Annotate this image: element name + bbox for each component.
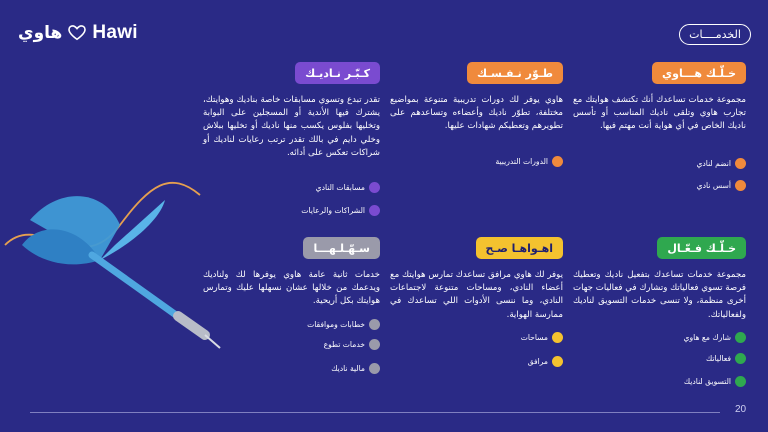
service-item-label: خطابات وموافقات <box>307 320 365 329</box>
service-card-description: مجموعة خدمات تساعدك أنك تكتشف هوايتك مع تجارب هاوي وتلقى ناديك المناسب أو تأسس ناديك الخاص في أي هواية أنت مهتم فيها. <box>573 95 746 132</box>
orange-bullet-icon <box>552 156 563 167</box>
services-title-pill <box>679 24 751 45</box>
yellow-bullet-icon <box>552 356 563 367</box>
service-card-tag: خـلّـك فـعّـال <box>657 237 746 259</box>
service-card-be-active <box>573 237 746 392</box>
green-bullet-icon <box>735 376 746 387</box>
service-item[interactable] <box>307 319 380 330</box>
green-bullet-icon <box>735 332 746 343</box>
service-item[interactable] <box>316 182 380 193</box>
service-card-make-it-easy <box>203 237 380 379</box>
brand-logo <box>18 22 138 44</box>
service-item-label: مساحات <box>520 333 548 342</box>
gray-bullet-icon <box>369 339 380 350</box>
service-card-tag: سـهّـلـهـــا <box>303 237 380 259</box>
service-item[interactable] <box>521 332 563 343</box>
service-card-be-hawi <box>573 62 746 202</box>
purple-bullet-icon <box>369 182 380 193</box>
service-item[interactable] <box>684 332 746 343</box>
service-card-tag: اهـواهـا صـح <box>476 237 564 259</box>
service-item[interactable] <box>528 356 563 367</box>
service-card-description: تقدر تبدع وتسوي مسابقات خاصة بناديك وهوايتك، يشترك فيها الأندية أو المسجلين على البوابة وتخليها بفلوس يكسب منها ناديك أو تخليها ببلاش وخلي دايم في بالك تقدر ترتب رعايات لناديك أو شراكات تعكس على أدائه. <box>203 95 380 158</box>
brand-name-arabic: هاوي <box>18 23 63 43</box>
service-card-description: مجموعة خدمات تساعدك بتفعيل ناديك وتعطيك فرصة تسوي فعالياتك وتشارك في فعاليات جهات أخرى منظمة، ولا تنسى خدمات التسويق لناديك ولفعالياتك. <box>573 270 746 320</box>
service-item-label: شارك مع هاوي <box>683 333 731 342</box>
service-card-tag: كـبّـر نـاديـك <box>295 62 380 84</box>
service-item[interactable] <box>706 353 746 364</box>
green-bullet-icon <box>735 353 746 364</box>
service-item[interactable] <box>495 156 563 167</box>
service-item[interactable] <box>301 205 380 216</box>
service-item-label: مسابقات النادي <box>315 183 365 192</box>
service-item[interactable] <box>696 158 746 169</box>
service-card-description: خدمات ثانية عامة هاوي يوفرها لك ولناديك ويدعمك من خلالها عشان نسهلها عليك وتمارس هوايتك بكل أريحية. <box>203 270 380 307</box>
purple-bullet-icon <box>369 205 380 216</box>
service-item-label: التسويق لناديك <box>683 377 731 386</box>
brand-name-english: Hawi <box>92 22 138 43</box>
service-item-label: خدمات تطوع <box>323 340 365 349</box>
gray-bullet-icon <box>369 363 380 374</box>
page-number: 20 <box>735 404 747 415</box>
service-item[interactable] <box>324 339 380 350</box>
service-item[interactable] <box>684 376 746 387</box>
service-card-develop-yourself <box>390 62 563 202</box>
service-item-label: مرافق <box>527 357 548 366</box>
service-item-label: أسس نادي <box>696 181 731 190</box>
service-item-label: مالية ناديك <box>331 364 365 373</box>
yellow-bullet-icon <box>552 332 563 343</box>
orange-bullet-icon <box>735 180 746 191</box>
service-item[interactable] <box>331 363 380 374</box>
orange-bullet-icon <box>735 158 746 169</box>
service-card-description: هاوي يوفر لك دورات تدريبية متنوعة بمواضيع مختلفة، تطوّر ناديك وأعضاءه وتساعدهم على تطويرهم وتعطيكم شهادات عليها. <box>390 95 563 132</box>
service-card-love-it-right <box>390 237 563 377</box>
footer-divider <box>30 412 720 413</box>
service-item-label: انضم لنادي <box>696 159 731 168</box>
service-card-tag: خـلّـك هـــاوي <box>652 62 746 84</box>
service-item[interactable] <box>697 180 746 191</box>
service-card-tag: طـوّر نـفـسـك <box>467 62 563 84</box>
heart-icon <box>68 25 86 41</box>
gray-bullet-icon <box>369 319 380 330</box>
service-item-label: فعالياتك <box>705 354 731 363</box>
service-item-label: الدورات التدريبية <box>495 157 548 166</box>
services-title: الخدمــــات <box>689 28 741 41</box>
service-card-grow-club <box>203 62 380 222</box>
service-card-description: يوفر لك هاوي مرافق تساعدك تمارس هوايتك مع أعضاء النادي، ومساحات متنوعة لاجتماعات النادي، وما ننسى الأدوات اللي تساعدك في ممارسة الهواية. <box>390 270 563 320</box>
service-item-label: الشراكات والرعايات <box>301 206 365 215</box>
